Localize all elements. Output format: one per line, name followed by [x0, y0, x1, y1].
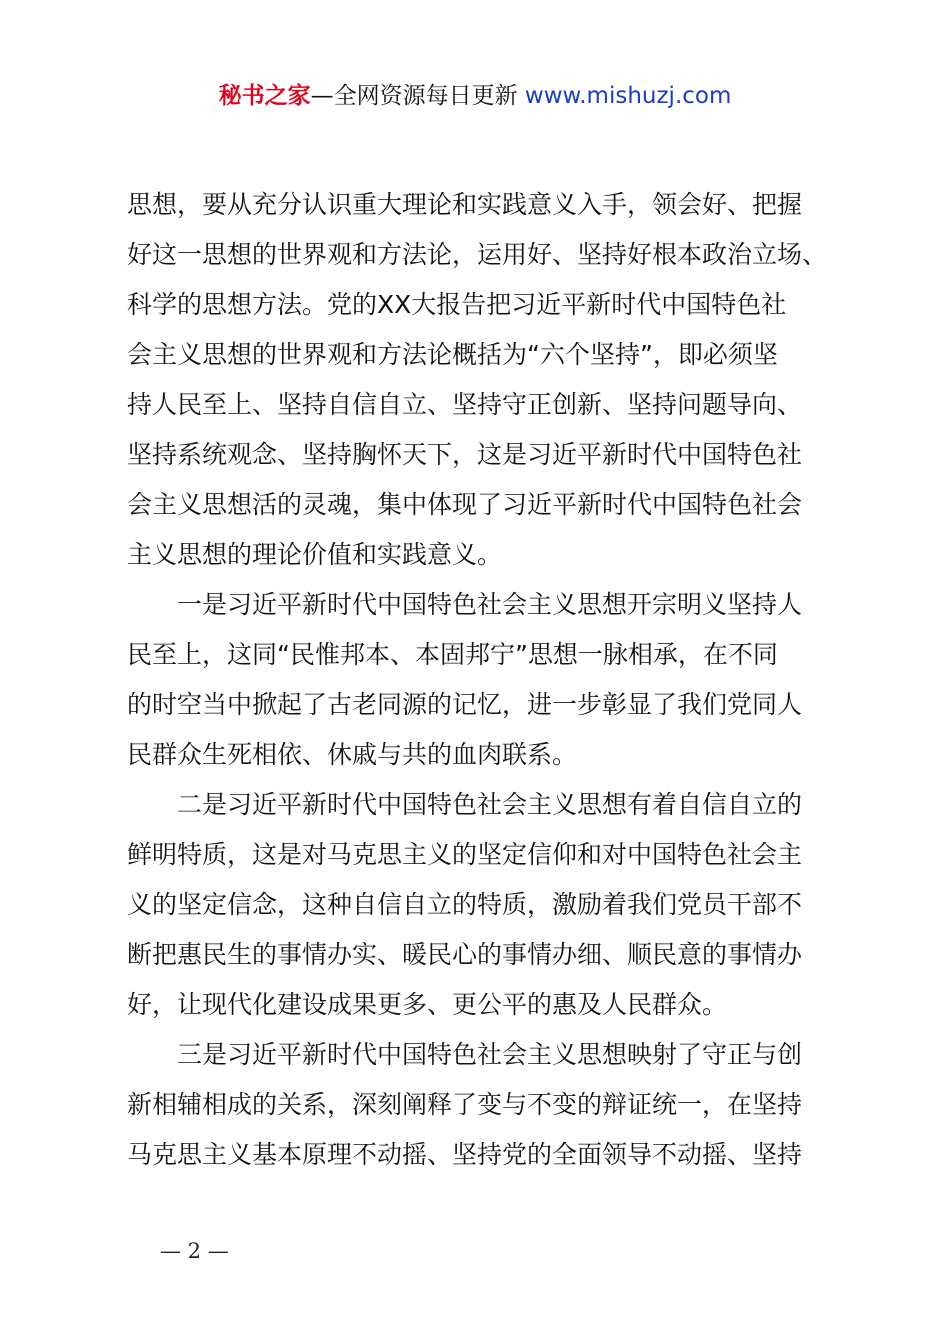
paragraph-line: 民群众生死相依、休戚与共的血肉联系。 — [127, 740, 578, 769]
paragraph-line: 思想，要从充分认识重大理论和实践意义入手，领会好、把握 — [127, 190, 803, 219]
document-body — [127, 180, 847, 1180]
paragraph-line: 三是习近平新时代中国特色社会主义思想映射了守正与创 — [177, 1040, 803, 1069]
paragraph-line: 会主义思想活的灵魂，集中体现了习近平新时代中国特色社会 — [127, 490, 803, 519]
body-paragraph — [127, 580, 847, 780]
body-paragraph — [127, 180, 847, 580]
page-header — [0, 78, 950, 114]
paragraph-line: 主义思想的理论价值和实践意义。 — [127, 540, 503, 569]
paragraph-line: 的时空当中掀起了古老同源的记忆，进一步彰显了我们党同人 — [127, 690, 803, 719]
header-tagline: —全网资源每日更新 — [310, 83, 518, 109]
paragraph-line: 坚持系统观念、坚持胸怀天下，这是习近平新时代中国特色社 — [127, 440, 803, 469]
paragraph-line: 会主义思想的世界观和方法论概括为“六个坚持”，即必须坚 — [127, 340, 778, 369]
paragraph-line: 持人民至上、坚持自信自立、坚持守正创新、坚持问题导向、 — [127, 390, 803, 419]
body-paragraph — [127, 1030, 847, 1180]
page-number: — 2 — — [160, 1239, 229, 1263]
paragraph-line: 马克思主义基本原理不动摇、坚持党的全面领导不动摇、坚持 — [127, 1140, 803, 1169]
paragraph-line: 一是习近平新时代中国特色社会主义思想开宗明义坚持人 — [177, 590, 803, 619]
brand-name: 秘书之家 — [218, 83, 311, 109]
paragraph-line: 新相辅相成的关系，深刻阐释了变与不变的辩证统一，在坚持 — [127, 1090, 803, 1119]
body-paragraph — [127, 780, 847, 1030]
paragraph-line: 断把惠民生的事情办实、暖民心的事情办细、顺民意的事情办 — [127, 940, 803, 969]
paragraph-line: 民至上，这同“民惟邦本、本固邦宁”思想一脉相承，在不同 — [127, 640, 778, 669]
paragraph-line: 好这一思想的世界观和方法论，运用好、坚持好根本政治立场、 — [127, 240, 828, 269]
website-link[interactable]: www.mishuzj.com — [524, 83, 732, 109]
paragraph-line: 义的坚定信念，这种自信自立的特质，激励着我们党员干部不 — [127, 890, 803, 919]
paragraph-line: 好，让现代化建设成果更多、更公平的惠及人民群众。 — [127, 990, 728, 1019]
paragraph-line: 科学的思想方法。党的XX大报告把习近平新时代中国特色社 — [127, 290, 787, 319]
paragraph-line: 鲜明特质，这是对马克思主义的坚定信仰和对中国特色社会主 — [127, 840, 803, 869]
paragraph-line: 二是习近平新时代中国特色社会主义思想有着自信自立的 — [177, 790, 803, 819]
